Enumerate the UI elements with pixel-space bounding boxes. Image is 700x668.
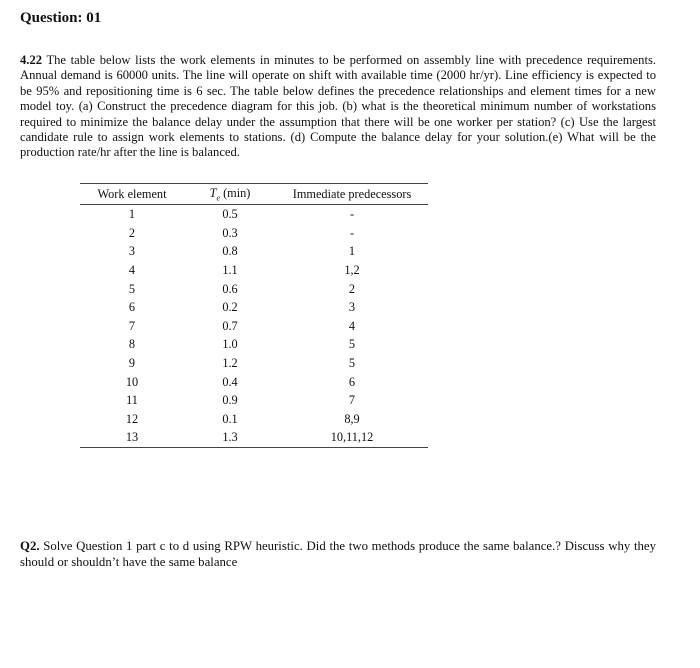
cell-predecessors: - bbox=[349, 225, 355, 240]
cell-element-time: 0.9 bbox=[222, 393, 238, 408]
cell-work-element: 9 bbox=[128, 356, 136, 370]
table-row bbox=[80, 391, 428, 410]
cell-work-element: 2 bbox=[128, 225, 136, 240]
cell-predecessors: 4 bbox=[348, 318, 356, 333]
problem-number: 4.22 bbox=[20, 53, 43, 67]
cell-predecessors: 6 bbox=[348, 374, 356, 389]
cell-element-time: 0.3 bbox=[222, 225, 238, 240]
table-row bbox=[80, 261, 428, 280]
cell-predecessors: 5 bbox=[348, 337, 356, 352]
q2-text: Solve Question 1 part c to d using RPW heuristic. Did the two methods produce the same balance.? Discuss why they should or shouldn’t have the same balance bbox=[20, 539, 656, 569]
cell-predecessors: 10,11,12 bbox=[276, 429, 428, 448]
cell-predecessors: - bbox=[349, 207, 355, 222]
cell-work-element: 8 bbox=[128, 337, 136, 352]
table-row bbox=[80, 373, 428, 392]
cell-element-time: 1.2 bbox=[222, 356, 238, 370]
cell-predecessors: 7 bbox=[348, 393, 356, 408]
work-elements-table bbox=[80, 183, 428, 448]
cell-element-time: 0.2 bbox=[222, 300, 238, 315]
header-time-subscript: e bbox=[216, 193, 220, 203]
table-row bbox=[80, 317, 428, 336]
cell-predecessors: 8,9 bbox=[344, 411, 360, 426]
cell-work-element: 4 bbox=[128, 263, 136, 278]
question-title: Question: 01 bbox=[20, 10, 102, 26]
cell-predecessors: 5 bbox=[348, 356, 356, 370]
cell-element-time: 0.7 bbox=[222, 318, 238, 333]
cell-element-time: 0.8 bbox=[222, 244, 238, 259]
cell-work-element: 12 bbox=[125, 411, 139, 426]
table-header-row bbox=[80, 184, 428, 205]
problem-statement bbox=[20, 53, 656, 161]
cell-predecessors: 2 bbox=[348, 281, 356, 296]
cell-work-element: 6 bbox=[128, 300, 136, 315]
cell-work-element: 13 bbox=[80, 429, 184, 448]
cell-predecessors: 3 bbox=[348, 300, 356, 315]
table-row bbox=[80, 354, 428, 373]
cell-element-time: 1.1 bbox=[222, 263, 238, 278]
table-body bbox=[80, 205, 428, 448]
question-2 bbox=[20, 538, 656, 570]
table-row bbox=[80, 205, 428, 224]
table-row bbox=[80, 280, 428, 299]
cell-work-element: 5 bbox=[128, 281, 136, 296]
table-row bbox=[80, 429, 428, 448]
cell-element-time: 0.5 bbox=[222, 207, 238, 222]
table-row bbox=[80, 243, 428, 262]
cell-work-element: 7 bbox=[128, 318, 136, 333]
header-work-element: Work element bbox=[80, 184, 184, 205]
table-row bbox=[80, 410, 428, 429]
cell-element-time: 0.6 bbox=[222, 281, 238, 296]
cell-element-time: 0.4 bbox=[222, 374, 238, 389]
cell-predecessors: 1 bbox=[348, 244, 356, 259]
problem-text: The table below lists the work elements in minutes to be performed on assembly line with precedence requirements. Annual demand is 60000 units. The line will operate on shift with available time (2000 hr/yr). Line efficiency is expected to be 95% and repositioning time is 6 sec. The table below defines the precedence relationships and element times for a new model toy. (a) Construct the precedence diagram for this job. (b) what is the theoretical minimum number of workstations required to minimize the balance delay under the assumption that there will be one worker per station? (c) Use the largest candidate rule to assign work elements to stations. (d) Compute the balance delay for your solution.(e) What will be the production rate/hr after the line is balanced. bbox=[20, 53, 656, 160]
cell-work-element: 10 bbox=[125, 374, 139, 389]
cell-element-time: 1.0 bbox=[222, 337, 238, 352]
header-predecessors: Immediate predecessors bbox=[276, 184, 428, 205]
table-row bbox=[80, 336, 428, 355]
header-element-time bbox=[184, 184, 276, 205]
cell-work-element: 3 bbox=[128, 244, 136, 259]
cell-element-time: 1.3 bbox=[184, 429, 276, 448]
table-row bbox=[80, 298, 428, 317]
header-time-unit: (min) bbox=[220, 186, 251, 200]
cell-element-time: 0.1 bbox=[222, 411, 238, 426]
header-time-symbol: T bbox=[209, 186, 217, 200]
table-row bbox=[80, 224, 428, 243]
cell-work-element: 1 bbox=[128, 207, 136, 222]
cell-predecessors: 1,2 bbox=[344, 263, 360, 278]
cell-work-element: 11 bbox=[126, 393, 138, 408]
q2-label: Q2. bbox=[20, 539, 40, 553]
